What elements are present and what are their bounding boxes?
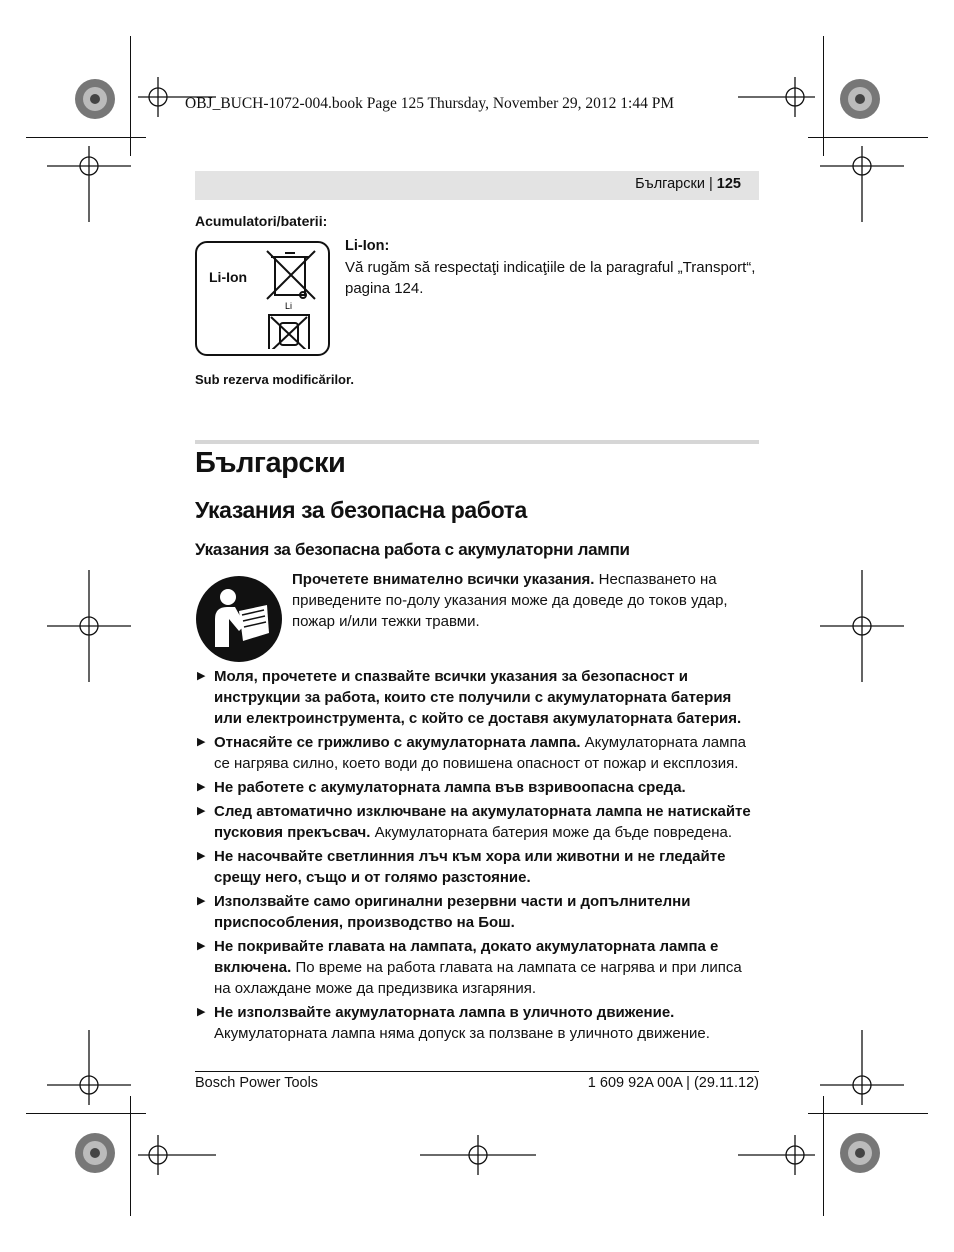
bullet-arrow-icon: ▶ <box>197 850 206 862</box>
bullet-arrow-icon: ▶ <box>197 781 206 793</box>
li-sublabel: Li <box>285 301 293 311</box>
bullet-text: Акумулаторната лампа се нагрява силно, което води до повишена опасност от пожар и експлозия. <box>214 734 746 772</box>
section-title: Указания за безопасна работа <box>195 497 527 523</box>
safety-intro <box>292 569 760 632</box>
read-manual-icon <box>195 575 283 663</box>
page-number: 125 <box>716 176 741 192</box>
print-header: OBJ_BUCH-1072-004.book Page 125 Thursday, November 29, 2012 1:44 PM <box>185 95 675 112</box>
li-ion-text: Vă rugăm să respectaţi indicaţiile de la paragraful „Transport“, pagina 124. <box>345 259 756 297</box>
list-item <box>195 666 760 729</box>
list-item <box>195 801 760 843</box>
registration-mark-icon <box>820 1030 904 1105</box>
bullet-text: По време на работа главата на лампата се нагрява и при липса на охлаждане може да предизвика изгаряния. <box>214 959 742 997</box>
registration-mark-icon <box>138 1135 216 1175</box>
li-ion-title: Li-Ion: <box>345 238 390 254</box>
bullet-bold: Не работете с акумулаторната лампа във взривоопасна среда. <box>214 779 686 796</box>
registration-mark-icon <box>47 570 131 682</box>
color-target-icon <box>840 79 880 119</box>
bullet-arrow-icon: ▶ <box>197 736 206 748</box>
footer-brand: Bosch Power Tools <box>195 1075 319 1091</box>
footer-doc-id: 1 609 92A 00A | (29.11.12) <box>587 1075 759 1091</box>
recycling-symbols-box <box>195 241 330 356</box>
safety-intro-bold: Прочетете внимателно всички указания. <box>292 571 595 588</box>
batteries-heading: Acumulatori/baterii: <box>195 213 328 229</box>
page-header-separator: | <box>708 176 713 192</box>
bullet-bold: След автоматично изключване на акумулаторната лампа не натискайте пусковия прекъсвач. <box>214 803 751 841</box>
subsection-title: Указания за безопасна работа с акумулаторни лампи <box>195 540 630 559</box>
bullet-arrow-icon: ▶ <box>197 670 206 682</box>
bullet-arrow-icon: ▶ <box>197 895 206 907</box>
color-target-icon <box>75 1133 115 1173</box>
safety-intro-text: Неспазването на приведените по-долу указания може да доведе до токов удар, пожар и/или тежки травми. <box>292 571 728 630</box>
list-item <box>195 846 760 888</box>
list-item <box>195 891 760 933</box>
registration-mark-icon <box>47 146 131 222</box>
registration-mark-icon <box>47 1030 131 1105</box>
subject-to-change-note: Sub rezerva modificărilor. <box>195 372 354 387</box>
bullet-bold: Отнасяйте се грижливо с акумулаторната лампа. <box>214 734 581 751</box>
color-target-icon <box>75 79 115 119</box>
bullet-arrow-icon: ▶ <box>197 805 206 817</box>
bullet-text: Акумулаторната лампа няма допуск за ползване в уличното движение. <box>214 1025 710 1042</box>
safety-bullet-list <box>195 666 760 1047</box>
page-header-language: Български <box>635 176 705 192</box>
page-header-bar <box>195 171 759 200</box>
page-header <box>635 176 741 192</box>
bullet-bold: Използвайте само оригинални резервни части и допълнителни приспособления, производство на Бош. <box>214 893 691 931</box>
section-divider <box>195 440 759 444</box>
registration-mark-icon <box>738 1135 815 1175</box>
bullet-bold: Моля, прочетете и спазвайте всички указания за безопасност и инструкции за работа, които сте получили с акумулаторната батерия или електроинструмента, с който се доставя акумулаторната батерия. <box>214 668 742 727</box>
list-item <box>195 1002 760 1044</box>
list-item <box>195 732 760 774</box>
color-target-icon <box>840 1133 880 1173</box>
crossed-bin-icon <box>263 249 323 349</box>
bullet-bold: Не използвайте акумулаторната лампа в уличното движение. <box>214 1004 675 1021</box>
language-title: Български <box>195 447 346 479</box>
bullet-bold: Не насочвайте светлинния лъч към хора или животни и не гледайте срещу него, също и от голямо разстояние. <box>214 848 726 886</box>
bullet-text: Акумулаторната батерия може да бъде повредена. <box>370 824 732 841</box>
bullet-arrow-icon: ▶ <box>197 940 206 952</box>
bullet-bold: Не покривайте главата на лампата, докато акумулаторната лампа е включена. <box>214 938 719 976</box>
footer-divider <box>195 1071 759 1072</box>
registration-mark-icon <box>420 1135 536 1175</box>
bullet-arrow-icon: ▶ <box>197 1006 206 1018</box>
battery-disposal-icon <box>269 315 309 349</box>
li-ion-label: Li-Ion <box>209 269 248 285</box>
list-item <box>195 936 760 999</box>
registration-mark-icon <box>738 77 815 117</box>
registration-mark-icon <box>820 146 904 222</box>
registration-mark-icon <box>820 570 904 682</box>
list-item <box>195 777 760 798</box>
li-ion-info <box>345 236 760 299</box>
